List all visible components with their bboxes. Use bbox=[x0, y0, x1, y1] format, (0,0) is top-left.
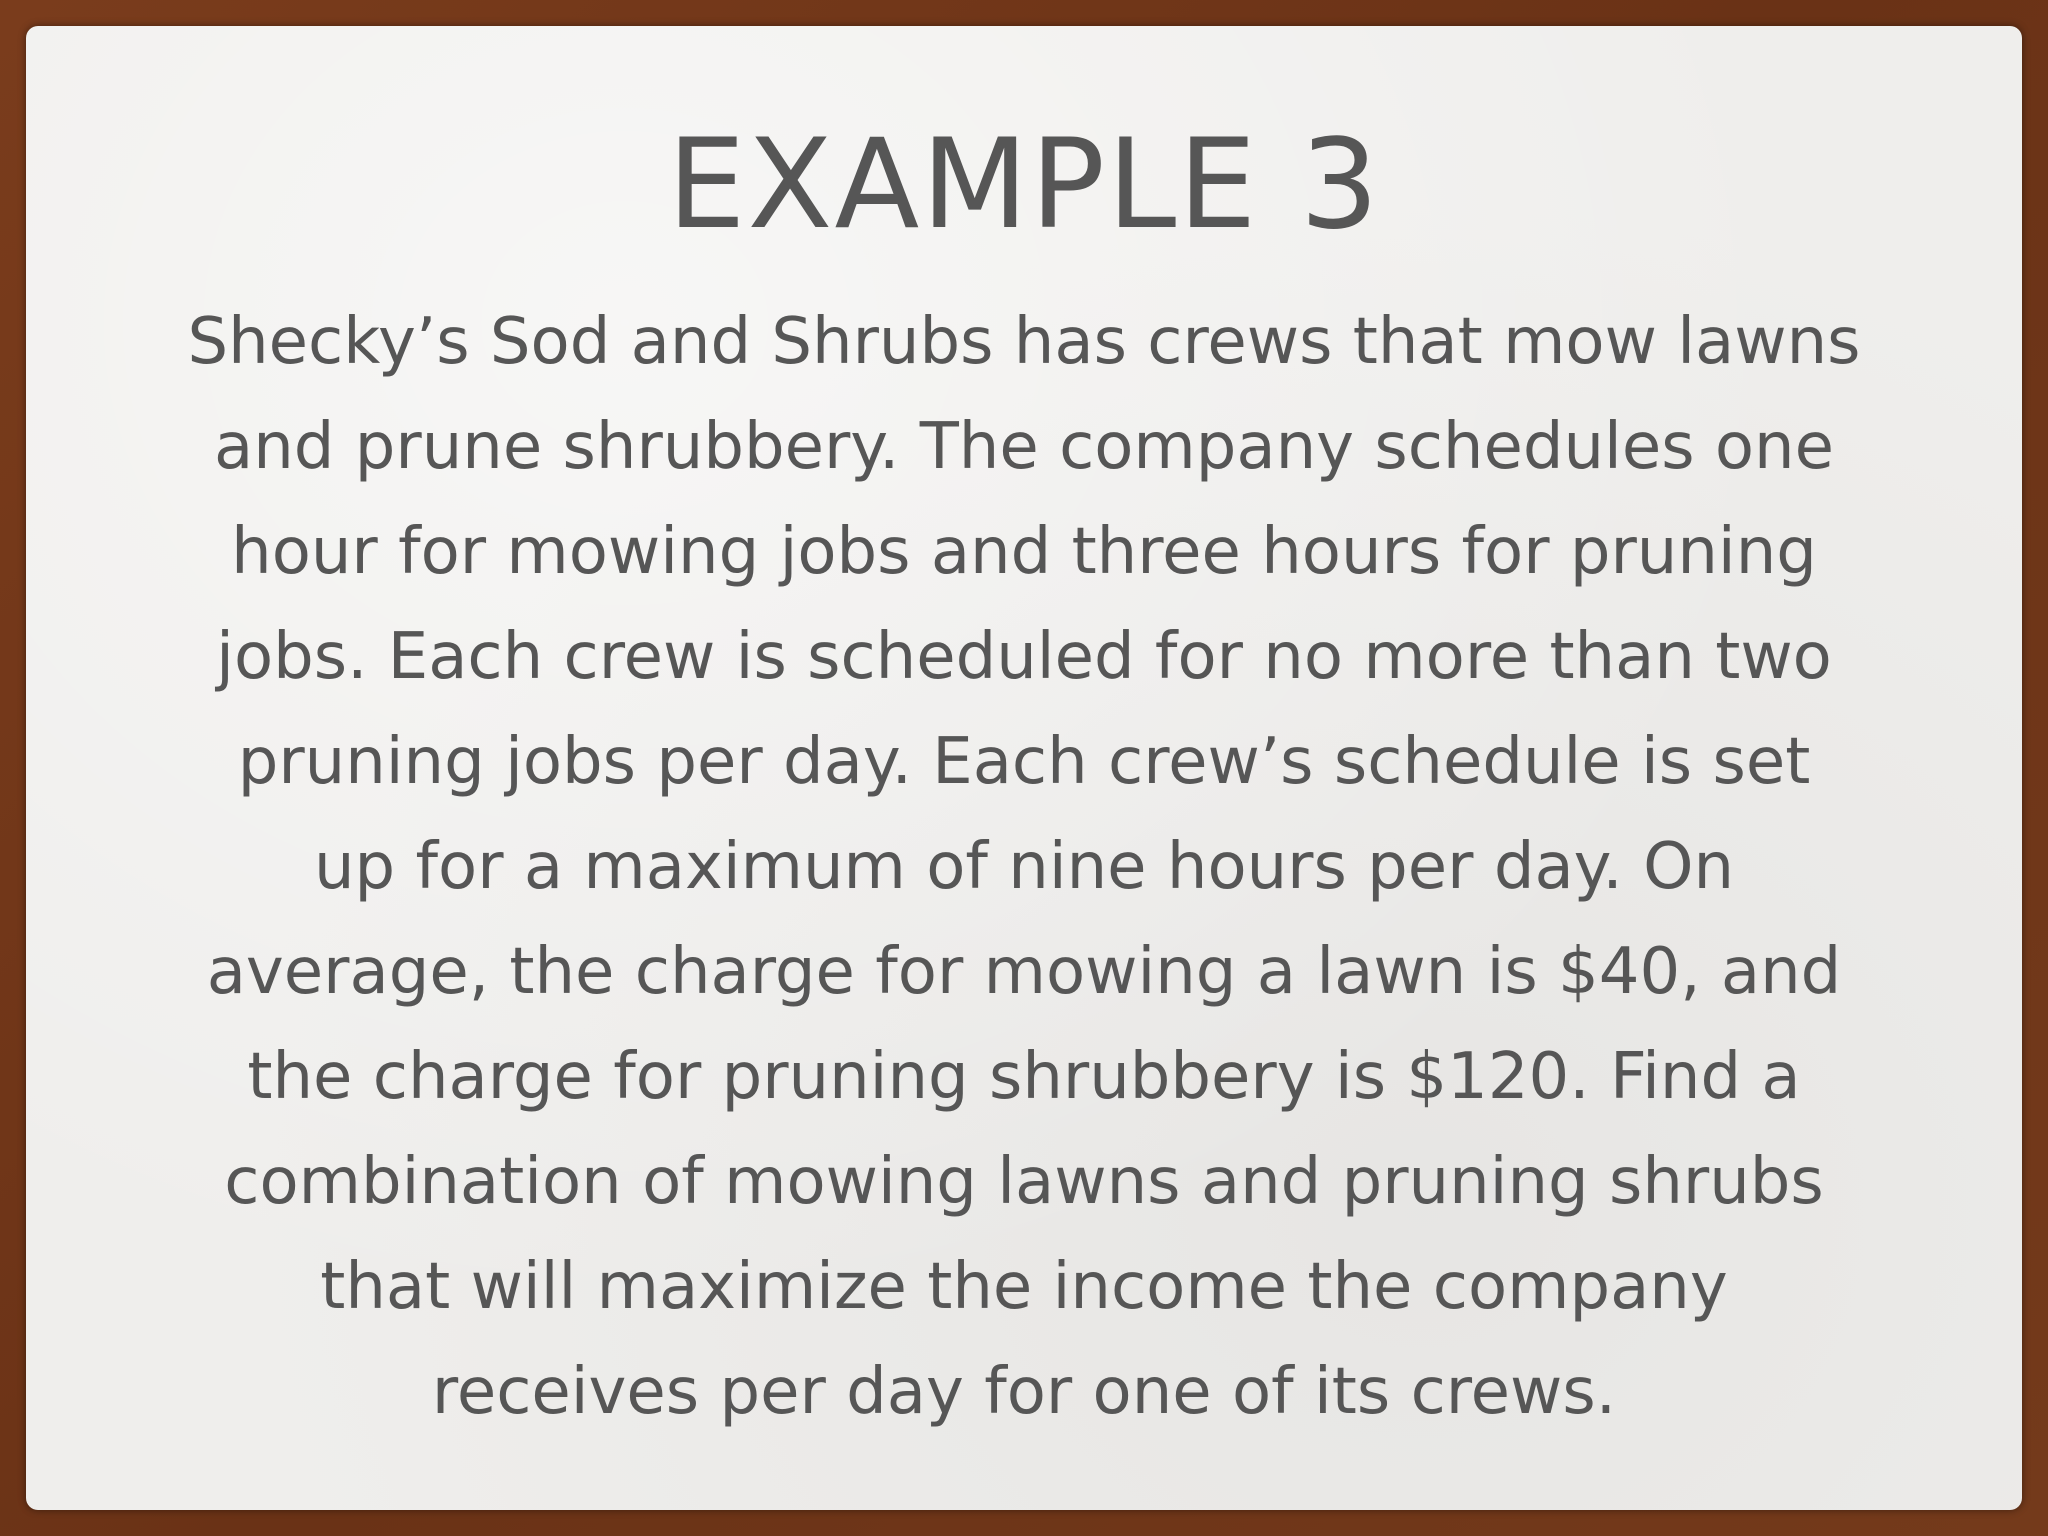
body-line: the charge for pruning shrubbery is $120. Find a bbox=[247, 1040, 1801, 1114]
body-line: and prune shrubbery. The company schedules one bbox=[214, 410, 1834, 484]
body-line: that will maximize the income the company bbox=[320, 1250, 1728, 1324]
body-line: hour for mowing jobs and three hours for pruning bbox=[231, 515, 1817, 589]
slide-body-text bbox=[100, 290, 1948, 1445]
body-line: average, the charge for mowing a lawn is $40, and bbox=[206, 935, 1842, 1009]
body-line: Shecky’s Sod and Shrubs has crews that mow lawns bbox=[187, 305, 1861, 379]
slide-title: EXAMPLE 3 bbox=[667, 113, 1381, 257]
body-line: receives per day for one of its crews. bbox=[431, 1355, 1617, 1429]
body-line: combination of mowing lawns and pruning shrubs bbox=[224, 1145, 1824, 1219]
body-line: up for a maximum of nine hours per day. On bbox=[313, 830, 1735, 904]
body-line: jobs. Each crew is scheduled for no more than two bbox=[216, 620, 1832, 694]
body-line: pruning jobs per day. Each crew’s schedule is set bbox=[237, 725, 1811, 799]
